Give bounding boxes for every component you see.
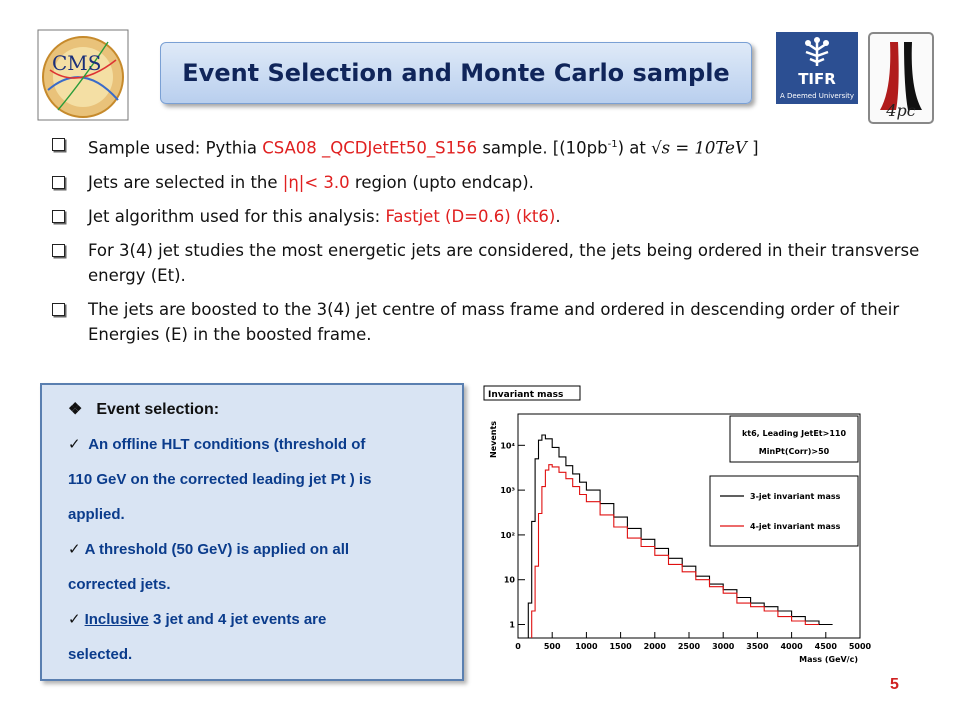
panel-text: 110 GeV on the corrected leading jet Pt ) is bbox=[68, 471, 372, 488]
superscript: -1 bbox=[607, 139, 618, 150]
panel-line bbox=[68, 567, 458, 602]
bullet-text: Jets are selected in the bbox=[88, 172, 283, 192]
bullet-ordering bbox=[50, 238, 930, 288]
panel-text: 3 jet and 4 jet events are bbox=[148, 611, 327, 628]
bullet-text: For 3(4) jet studies the most energetic jets are considered, the jets being ordered in their transverse energy (Et). bbox=[88, 240, 920, 285]
y-axis-label: Nevents bbox=[489, 420, 498, 458]
bullet-text: Sample used: Pythia bbox=[88, 138, 263, 158]
x-tick-label: 500 bbox=[543, 642, 561, 651]
checkbox-bullet-icon bbox=[52, 176, 65, 189]
panel-line bbox=[68, 427, 458, 462]
bullet-text: . bbox=[555, 206, 561, 226]
sample-name: CSA08 _QCDJetEt50_S156 bbox=[262, 138, 478, 158]
bullet-text: sample. [(10pb bbox=[477, 138, 608, 158]
annotation-minpt: MinPt(Corr)>50 bbox=[758, 447, 830, 456]
x-tick-label: 3500 bbox=[746, 642, 769, 651]
cms-logo-text: CMS bbox=[52, 51, 102, 75]
checkbox-bullet-icon bbox=[52, 244, 65, 257]
x-tick-label: 4000 bbox=[780, 642, 803, 651]
panel-line bbox=[68, 602, 458, 637]
legend-entry: 4-jet invariant mass bbox=[750, 522, 841, 531]
checkmark-icon: ✓ bbox=[68, 611, 81, 628]
bullet-text: region (upto endcap). bbox=[349, 172, 534, 192]
bullet-list bbox=[50, 132, 930, 356]
bullet-text: ) at bbox=[617, 138, 652, 158]
tifr-logo-text: TIFR bbox=[798, 70, 836, 88]
bullet-text: Jet algorithm used for this analysis: bbox=[88, 206, 386, 226]
panel-heading bbox=[68, 399, 458, 419]
title-banner bbox=[160, 42, 752, 104]
x-axis-label: Mass (GeV/c) bbox=[799, 655, 858, 664]
bullet-text: The jets are boosted to the 3(4) jet centre of mass frame and ordered in descending order of their Energies (E) in the boosted frame. bbox=[88, 299, 900, 344]
energy-formula: √s = 10TeV bbox=[651, 138, 747, 158]
panel-text: A threshold (50 GeV) is applied on all bbox=[84, 541, 350, 558]
panel-line bbox=[68, 637, 458, 672]
x-tick-label: 4500 bbox=[814, 642, 837, 651]
diamond-bullet-icon: ❖ bbox=[68, 401, 83, 418]
x-tick-label: 3000 bbox=[712, 642, 735, 651]
eta-cut: |η|< 3.0 bbox=[282, 172, 350, 192]
panel-line bbox=[68, 497, 458, 532]
bullet-sample bbox=[50, 132, 930, 161]
panel-text-underlined: Inclusive bbox=[84, 611, 149, 628]
checkmark-icon: ✓ bbox=[68, 436, 81, 453]
bullet-algorithm bbox=[50, 204, 930, 229]
panel-line bbox=[68, 532, 458, 567]
x-tick-label: 1500 bbox=[609, 642, 632, 651]
y-tick-label: 1 bbox=[509, 620, 515, 630]
fourpc-logo bbox=[868, 32, 934, 124]
panel-text: corrected jets. bbox=[68, 576, 171, 593]
legend-entry: 3-jet invariant mass bbox=[750, 492, 841, 501]
x-tick-label: 2500 bbox=[677, 642, 701, 651]
chart-title: Invariant mass bbox=[488, 390, 564, 400]
panel-text: applied. bbox=[68, 506, 125, 523]
y-tick-label: 10² bbox=[500, 530, 515, 540]
x-tick-label: 2000 bbox=[643, 642, 666, 651]
annotation-cut: kt6, Leading JetEt>110 bbox=[741, 429, 847, 438]
event-selection-panel bbox=[40, 383, 464, 681]
y-tick-label: 10⁴ bbox=[500, 441, 515, 451]
tifr-logo bbox=[776, 32, 858, 104]
invariant-mass-chart bbox=[478, 378, 872, 668]
checkbox-bullet-icon bbox=[52, 303, 65, 316]
checkbox-bullet-icon bbox=[52, 210, 65, 223]
page-number: 5 bbox=[890, 676, 899, 693]
tifr-caption: A Deemed University bbox=[779, 92, 855, 100]
checkbox-bullet-icon bbox=[52, 138, 65, 151]
panel-line bbox=[68, 462, 458, 497]
bullet-boost bbox=[50, 297, 930, 347]
y-tick-label: 10 bbox=[503, 575, 515, 585]
legend-box bbox=[710, 476, 858, 546]
algorithm-name: Fastjet (D=0.6) (kt6) bbox=[385, 206, 556, 226]
page-title: Event Selection and Monte Carlo sample bbox=[182, 59, 730, 87]
cms-logo bbox=[38, 30, 128, 120]
x-tick-label: 1000 bbox=[575, 642, 598, 651]
checkmark-icon: ✓ bbox=[68, 541, 81, 558]
x-tick-label: 0 bbox=[515, 642, 521, 651]
bullet-eta bbox=[50, 170, 930, 195]
x-tick-label: 5000 bbox=[848, 642, 872, 651]
bullet-text: ] bbox=[746, 138, 759, 158]
panel-text: selected. bbox=[68, 646, 133, 663]
panel-heading-text: Event selection: bbox=[96, 401, 220, 418]
y-tick-label: 10³ bbox=[500, 486, 515, 496]
fourpc-logo-text: 4pc bbox=[886, 101, 916, 120]
panel-text: An offline HLT conditions (threshold of bbox=[88, 436, 366, 453]
